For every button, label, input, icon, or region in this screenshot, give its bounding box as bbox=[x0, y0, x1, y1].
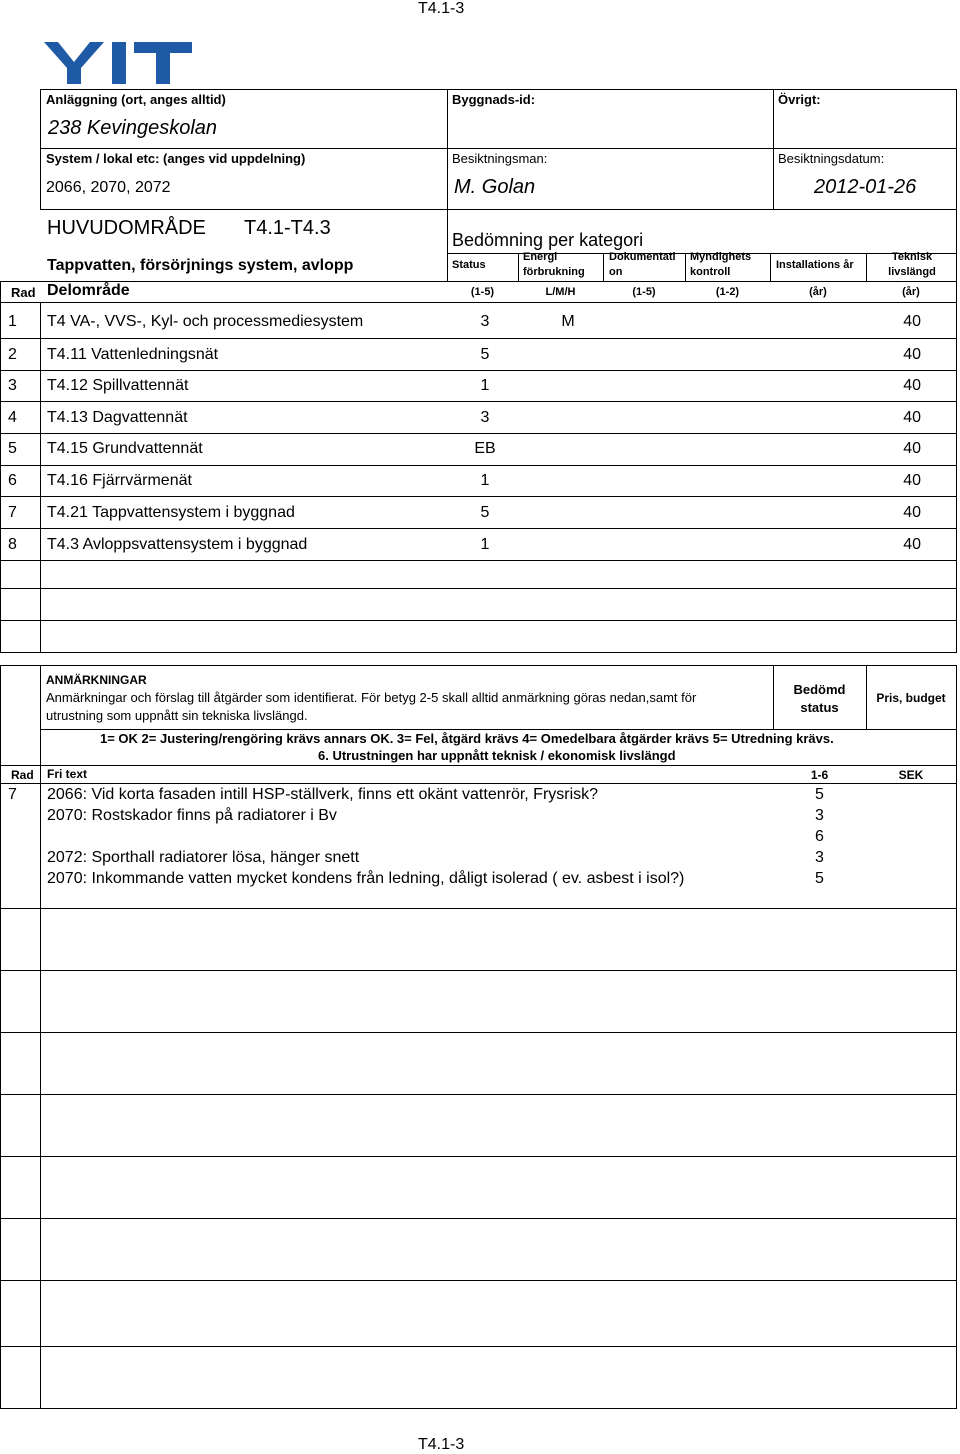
date-label: Besiktningsdatum: bbox=[778, 151, 885, 166]
scale-energy: L/M/H bbox=[545, 286, 576, 298]
col-energy-label: Energi bbox=[523, 251, 558, 263]
col-authority-label-2: kontroll bbox=[690, 266, 731, 278]
row-number: 8 bbox=[8, 536, 17, 553]
system-value: 2066, 2070, 2072 bbox=[46, 179, 171, 196]
currency-label: SEK bbox=[898, 768, 924, 782]
row-name: T4 VA-, VVS-, Kyl- och processmediesystem bbox=[47, 313, 364, 330]
remark-row-number: 7 bbox=[8, 786, 17, 803]
page-code-bottom: T4.1-3 bbox=[418, 1436, 465, 1453]
col-lifetime-label-2: livslängd bbox=[888, 266, 936, 278]
row-number: 4 bbox=[8, 409, 17, 426]
row-status: 1 bbox=[480, 377, 490, 394]
main-area-code: T4.1-T4.3 bbox=[244, 217, 331, 239]
row-status: 3 bbox=[480, 313, 490, 330]
row-lifetime: 40 bbox=[903, 504, 921, 521]
scale-legend-2: 6. Utrustningen har uppnått teknisk / ekonomisk livslängd bbox=[318, 748, 676, 763]
rad-label: Rad bbox=[11, 285, 36, 300]
remarks-description-2: utrustning som uppnått sin tekniska livslängd. bbox=[46, 708, 308, 723]
free-text-label: Fri text bbox=[47, 767, 88, 781]
section-subtitle: Tappvatten, försörjnings system, avlopp bbox=[47, 257, 354, 274]
assessed-status-label-2: status bbox=[800, 700, 839, 715]
remark-grade: 6 bbox=[815, 828, 824, 845]
row-number: 5 bbox=[8, 440, 17, 457]
row-lifetime: 40 bbox=[903, 346, 921, 363]
row-status: 1 bbox=[480, 536, 490, 553]
remark-text: 2070: Inkommande vatten mycket kondens från ledning, dåligt isolerad ( ev. asbest i isol?) bbox=[47, 870, 685, 887]
yit-logo bbox=[44, 42, 192, 84]
main-area-label: HUVUDOMRÅDE bbox=[47, 217, 206, 239]
row-name: T4.21 Tappvattensystem i byggnad bbox=[47, 504, 295, 521]
row-name: T4.11 Vattenledningsnät bbox=[47, 346, 219, 363]
row-lifetime: 40 bbox=[903, 313, 921, 330]
scale-legend: 1= OK 2= Justering/rengöring krävs annars OK. 3= Fel, åtgärd krävs 4= Omedelbara åtgärder krävs 5= Utredning krävs. bbox=[100, 731, 834, 746]
row-status: 1 bbox=[480, 472, 490, 489]
delomrade-label: Delområde bbox=[47, 282, 130, 299]
col-documentation-label-2: on bbox=[609, 266, 623, 278]
row-name: T4.3 Avloppsvattensystem i byggnad bbox=[47, 536, 308, 553]
row-name: T4.12 Spillvattennät bbox=[47, 377, 189, 394]
row-energy: M bbox=[561, 313, 575, 330]
col-authority-label: Myndighets bbox=[690, 251, 752, 263]
row-number: 6 bbox=[8, 472, 17, 489]
system-label: System / lokal etc: (anges vid uppdelning) bbox=[46, 151, 306, 166]
scale-status: (1-5) bbox=[470, 286, 495, 298]
scale-installation: (år) bbox=[809, 286, 827, 298]
row-name: T4.13 Dagvattennät bbox=[47, 409, 188, 426]
inspector-value: M. Golan bbox=[454, 176, 536, 198]
row-number: 3 bbox=[8, 377, 17, 394]
remark-text: 2070: Rostskador finns på radiatorer i Bv bbox=[47, 807, 337, 824]
row-number: 1 bbox=[8, 313, 17, 330]
row-number: 7 bbox=[8, 504, 17, 521]
remark-text: 2072: Sporthall radiatorer lösa, hänger snett bbox=[47, 849, 360, 866]
remark-grade: 5 bbox=[815, 870, 824, 887]
inspector-label: Besiktningsman: bbox=[452, 151, 548, 166]
row-lifetime: 40 bbox=[903, 440, 921, 457]
col-documentation-label: Dokumentati bbox=[609, 251, 676, 263]
row-number: 2 bbox=[8, 346, 17, 363]
col-status-label: Status bbox=[452, 259, 486, 271]
price-label: Pris, budget bbox=[876, 691, 946, 705]
facility-label: Anläggning (ort, anges alltid) bbox=[46, 92, 226, 107]
row-status: EB bbox=[474, 440, 496, 457]
row-lifetime: 40 bbox=[903, 472, 921, 489]
assessment-title: Bedömning per kategori bbox=[452, 230, 644, 250]
remarks-rad-label: Rad bbox=[11, 768, 34, 782]
building-id-label: Byggnads-id: bbox=[452, 92, 536, 107]
date-value: 2012-01-26 bbox=[814, 176, 917, 198]
row-name: T4.16 Fjärrvärmenät bbox=[47, 472, 192, 489]
row-status: 3 bbox=[480, 409, 490, 426]
remark-text: 2066: Vid korta fasaden intill HSP-ställverk, finns ett okänt vattenrör, Frysrisk? bbox=[47, 786, 599, 803]
row-lifetime: 40 bbox=[903, 377, 921, 394]
scale-documentation: (1-5) bbox=[632, 286, 656, 298]
row-status: 5 bbox=[480, 346, 490, 363]
scale-lifetime: (år) bbox=[902, 286, 920, 298]
other-label: Övrigt: bbox=[778, 92, 821, 107]
row-name: T4.15 Grundvattennät bbox=[47, 440, 203, 457]
col-lifetime-label: Teknisk bbox=[891, 251, 933, 263]
remark-grade: 5 bbox=[815, 786, 824, 803]
col-energy-label-2: förbrukning bbox=[523, 266, 585, 278]
range-label: 1-6 bbox=[810, 768, 829, 782]
row-lifetime: 40 bbox=[903, 409, 921, 426]
row-status: 5 bbox=[480, 504, 490, 521]
col-installation-label: Installations år bbox=[776, 259, 854, 271]
remark-grade: 3 bbox=[815, 807, 824, 824]
remarks-title: ANMÄRKNINGAR bbox=[46, 673, 147, 687]
remarks-description: Anmärkningar och förslag till åtgärder som identifierat. För betyg 2-5 skall alltid anmärkning göras nedan,samt för bbox=[46, 690, 697, 705]
remark-grade: 3 bbox=[815, 849, 824, 866]
facility-value: 238 Kevingeskolan bbox=[48, 117, 218, 139]
page-code-top: T4.1-3 bbox=[418, 0, 465, 17]
scale-authority: (1-2) bbox=[715, 286, 740, 298]
row-lifetime: 40 bbox=[903, 536, 921, 553]
assessed-status-label: Bedömd bbox=[793, 682, 846, 697]
